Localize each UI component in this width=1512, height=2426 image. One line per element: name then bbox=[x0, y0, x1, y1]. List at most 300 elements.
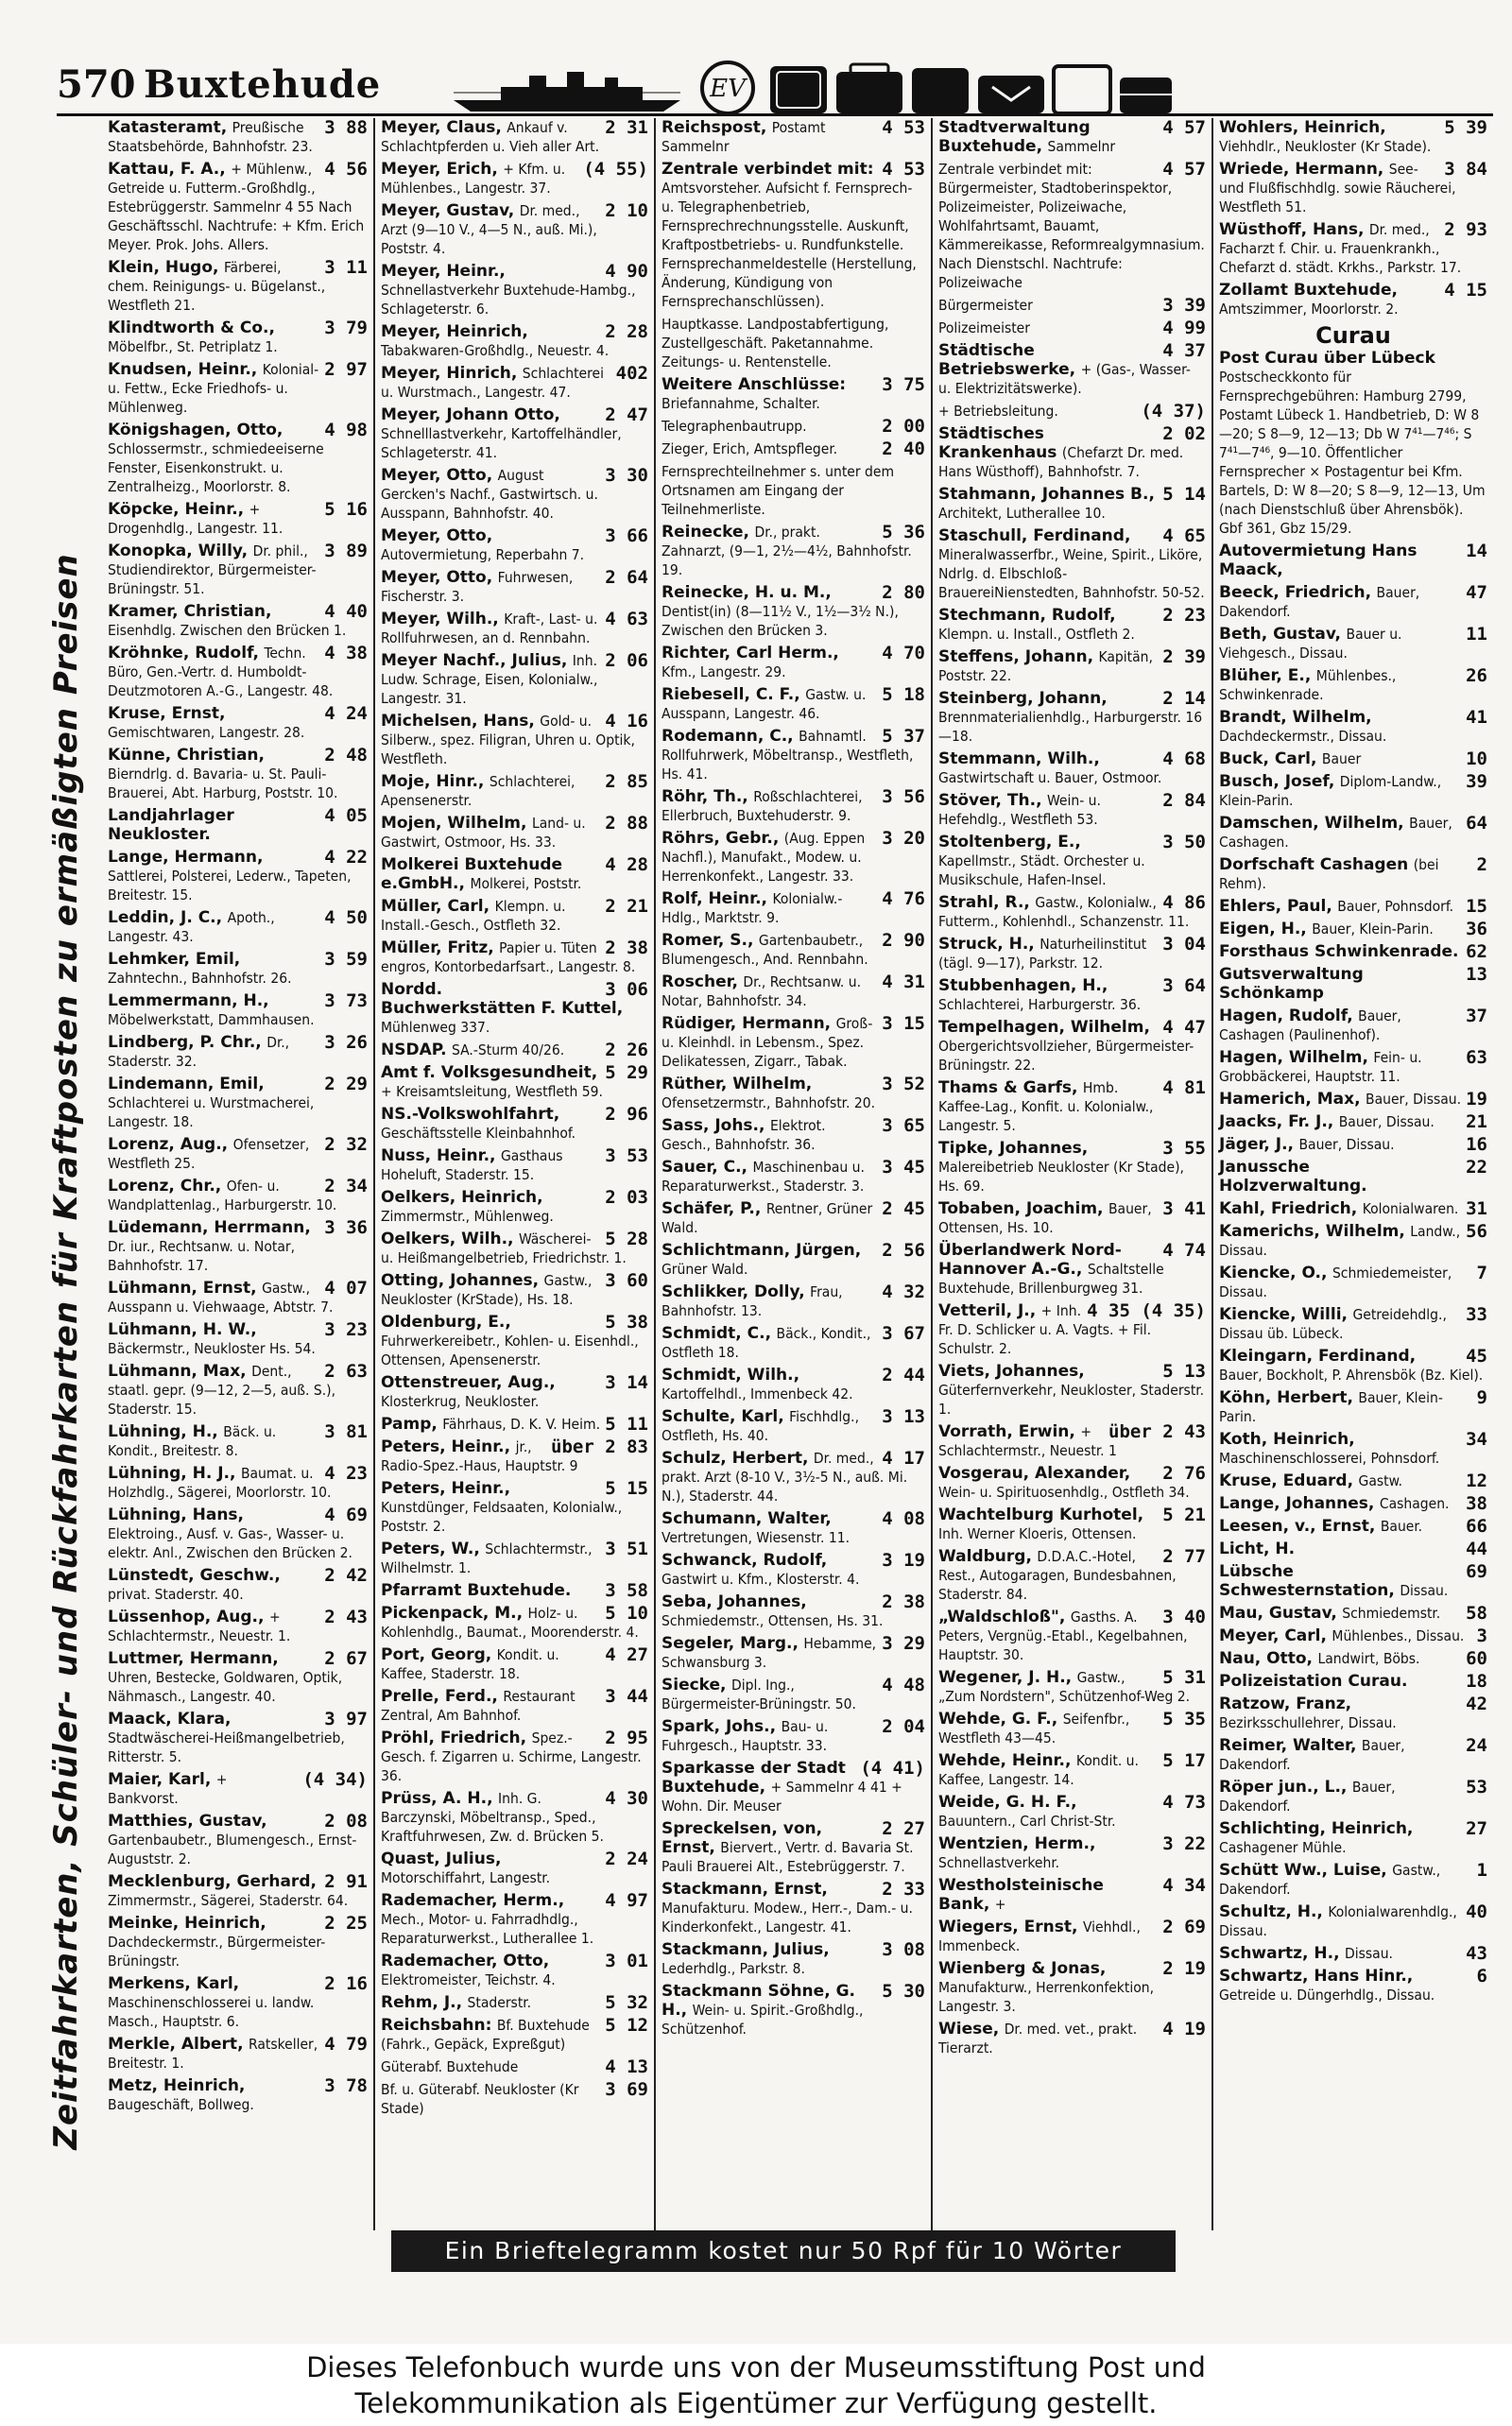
subscriber-details: Bauer, Pohnsdorf. bbox=[1337, 898, 1454, 915]
subscriber-details: Motorschiffahrt, Langestr. bbox=[381, 1869, 551, 1886]
subscriber-details: Dr., prakt. Zahnarzt, (9—1, 2½—4½, Bahnhofstr. 19. bbox=[662, 524, 912, 578]
listing-entry bbox=[662, 1366, 925, 1403]
subscriber-details: Fuhrwesen, Fischerstr. 3. bbox=[381, 569, 574, 605]
subscriber-name: Schulte, Karl, bbox=[662, 1407, 784, 1426]
subscriber-details: Fischhdlg., Ostfleth, Hs. 40. bbox=[662, 1408, 859, 1444]
listing-entry bbox=[1219, 220, 1487, 277]
subscriber-name: Lüdemann, Herrmann, bbox=[108, 1218, 311, 1237]
phone-number: 3 11 bbox=[324, 257, 368, 278]
subscriber-details: (Chefarzt Dr. med. Hans Wüsthoff), Bahnhofstr. 7. bbox=[938, 444, 1184, 480]
phone-number: 5 16 bbox=[324, 499, 368, 520]
subscriber-name: Rüdiger, Hermann, bbox=[662, 1014, 832, 1033]
phone-number: 2 40 bbox=[882, 439, 925, 459]
listing-entry bbox=[662, 375, 925, 413]
phone-number: 2 16 bbox=[324, 1973, 368, 1994]
subscriber-details: Elektroing., Ausf. v. Gas-, Wasser- u. elektr. Anl., Zwischen den Brücken 2. bbox=[108, 1525, 352, 1561]
listing-entry bbox=[381, 526, 648, 564]
subscriber-name: Stahmann, Johannes B., bbox=[938, 485, 1155, 504]
phone-number: 41 bbox=[1466, 707, 1487, 728]
phone-number: 3 26 bbox=[324, 1032, 368, 1053]
listing-entry bbox=[662, 1982, 925, 2039]
subscriber-name: Stechmann, Rudolf, bbox=[938, 606, 1116, 625]
subscriber-details: Dachdeckermstr., Dissau. bbox=[1219, 728, 1387, 745]
listing-entry bbox=[108, 1218, 368, 1275]
subscriber-name: Lange, Hermann, bbox=[108, 848, 264, 867]
subscriber-details: SA.-Sturm 40/26. bbox=[452, 1041, 565, 1058]
listing-entry bbox=[108, 1812, 368, 1868]
subscriber-name: Strahl, R., bbox=[938, 893, 1030, 912]
listing-entry bbox=[381, 262, 648, 318]
listing-entry bbox=[1219, 1135, 1487, 1154]
listing-entry bbox=[108, 500, 368, 538]
phone-number: 2 03 bbox=[605, 1187, 648, 1208]
subscriber-details: Viehhdlr., Neukloster (Kr Stade). bbox=[1219, 138, 1432, 155]
listing-entry bbox=[108, 704, 368, 742]
listing-entry bbox=[1219, 1902, 1487, 1940]
phone-number: 4 13 bbox=[605, 2056, 648, 2077]
subscriber-details: Mühlenweg 337. bbox=[381, 1019, 490, 1036]
phone-number: 18 bbox=[1466, 1671, 1487, 1692]
subscriber-details: Gastw. u. Ausspann, Langestr. 46. bbox=[662, 686, 867, 722]
phone-number: 2 29 bbox=[324, 1074, 368, 1094]
phone-number: 2 44 bbox=[882, 1365, 925, 1385]
listing-entry bbox=[938, 1918, 1206, 1955]
listing-entry bbox=[938, 526, 1206, 602]
subscriber-name: Koth, Heinrich, bbox=[1219, 1430, 1355, 1449]
phone-number: über 2 83 bbox=[551, 1437, 648, 1457]
subscriber-name: Steinberg, Johann, bbox=[938, 689, 1108, 708]
phone-number: 3 59 bbox=[324, 949, 368, 970]
subscriber-details: Molkerei, Poststr. bbox=[470, 875, 582, 892]
phone-number: 4 53 bbox=[882, 159, 925, 180]
page-number: 570 bbox=[57, 62, 136, 107]
listing-entry bbox=[1219, 1695, 1487, 1732]
listing-entry bbox=[662, 727, 925, 783]
listing-entry bbox=[938, 1078, 1206, 1135]
subscriber-details: Gartenbaubetr., Blumengesch., And. Rennbahn. bbox=[662, 932, 868, 968]
subscriber-details: Groß- u. Kleinhdl. in Lebensm., Spez. Delikatessen, Zigarr., Tabak. bbox=[662, 1015, 873, 1070]
listing-entry bbox=[938, 1710, 1206, 1747]
listing-entry bbox=[1219, 666, 1487, 704]
subscriber-details: Schlachterei u. Wurstmach., Langestr. 47. bbox=[381, 365, 604, 401]
listing-entry bbox=[662, 644, 925, 681]
subscriber-name: Richter, Carl Herm., bbox=[662, 644, 839, 662]
phone-number: 5 28 bbox=[605, 1229, 648, 1249]
phone-number: 3 20 bbox=[882, 828, 925, 849]
subscriber-details: Lederhdlg., Parkstr. 8. bbox=[662, 1960, 805, 1977]
phone-number: 2 32 bbox=[324, 1134, 368, 1155]
subscriber-name: Stubbenhagen, H., bbox=[938, 976, 1108, 995]
phone-number: 3 60 bbox=[605, 1270, 648, 1291]
listing-column-3 bbox=[654, 118, 931, 2230]
subscriber-name: Schlichtmann, Jürgen, bbox=[662, 1241, 862, 1260]
subscriber-name: Klein, Hugo, bbox=[108, 258, 219, 277]
phone-number: 4 32 bbox=[882, 1282, 925, 1302]
phone-number: 4 48 bbox=[882, 1675, 925, 1695]
subscriber-name: Blüher, E., bbox=[1219, 666, 1312, 685]
listing-entry bbox=[938, 647, 1206, 685]
phone-number: 3 45 bbox=[882, 1157, 925, 1178]
subscriber-details: Sattlerei, Polsterei, Lederw., Tapeten, Breitestr. 15. bbox=[108, 868, 352, 903]
subscriber-details: Bau- u. Fuhrgesch., Hauptstr. 33. bbox=[662, 1718, 829, 1754]
phone-number: 16 bbox=[1466, 1134, 1487, 1155]
subscriber-details: Tabakwaren-Großhdlg., Neuestr. 4. bbox=[381, 342, 610, 359]
phone-number: 5 14 bbox=[1162, 484, 1206, 505]
listing-entry bbox=[1219, 160, 1487, 216]
subscriber-details: Bauer, Klein-Parin. bbox=[1312, 921, 1434, 938]
subscriber-details: Ofensetzermstr., Bahnhofstr. 20. bbox=[662, 1094, 875, 1111]
subscriber-name: Künne, Christian, bbox=[108, 746, 265, 765]
listing-entry bbox=[662, 462, 925, 519]
phone-number: 3 06 bbox=[605, 979, 648, 1000]
phone-number: 15 bbox=[1466, 896, 1487, 917]
subscriber-name: Nuss, Heinr., bbox=[381, 1146, 496, 1165]
listing-entry bbox=[381, 2016, 648, 2054]
subscriber-name: Meinke, Heinrich, bbox=[108, 1914, 266, 1933]
phone-number: 3 78 bbox=[324, 2075, 368, 2096]
phone-number: 5 15 bbox=[605, 1478, 648, 1499]
phone-number: 3 04 bbox=[1162, 934, 1206, 955]
phone-number: 4 68 bbox=[1162, 748, 1206, 769]
phone-number: 3 52 bbox=[882, 1074, 925, 1094]
listing-entry bbox=[108, 991, 368, 1029]
listing-entry bbox=[1219, 708, 1487, 746]
subscriber-details: Zahntechn., Bahnhofstr. 26. bbox=[108, 970, 292, 987]
phone-number: 3 bbox=[1476, 1626, 1487, 1646]
subscriber-details: Seifenfbr., Westfleth 43—45. bbox=[938, 1711, 1130, 1746]
subscriber-name: Stadtverwaltung Buxtehude, bbox=[938, 118, 1091, 156]
listing-entry bbox=[662, 1324, 925, 1362]
phone-number: 4 76 bbox=[882, 888, 925, 909]
listing-entry bbox=[1219, 1778, 1487, 1815]
subscriber-name: Oelkers, Wilh., bbox=[381, 1230, 514, 1248]
subscriber-name: Klindtworth & Co., bbox=[108, 318, 275, 337]
listing-entry bbox=[1219, 1090, 1487, 1109]
phone-number: 3 64 bbox=[1162, 975, 1206, 996]
subscriber-details: Geschäftsstelle Kleinbahnhof. bbox=[381, 1125, 576, 1142]
subscriber-name: Pfarramt Buxtehude. bbox=[381, 1581, 572, 1600]
subscriber-details: Güterfernverkehr, Neukloster, Staderstr. 1. bbox=[938, 1382, 1205, 1418]
phone-number: 4 53 bbox=[882, 118, 925, 138]
phone-number: 3 55 bbox=[1162, 1138, 1206, 1159]
listing-entry bbox=[938, 1751, 1206, 1789]
subscriber-name: Staschull, Ferdinand, bbox=[938, 526, 1131, 545]
subscriber-name: Forsthaus Schwinkenrade. bbox=[1219, 942, 1459, 961]
subscriber-details: Dr., Rechtsanw. u. Notar, Bahnhofstr. 34. bbox=[662, 973, 862, 1009]
subscriber-details: Schmiedemeister, Dissau. bbox=[1219, 1265, 1452, 1300]
phone-number: 4 86 bbox=[1162, 892, 1206, 913]
phone-number: 3 79 bbox=[324, 318, 368, 338]
subscriber-name: Busch, Josef, bbox=[1219, 772, 1335, 791]
listing-entry bbox=[108, 1075, 368, 1131]
listing-entry bbox=[108, 908, 368, 946]
subscriber-name: Thams & Garfs, bbox=[938, 1078, 1078, 1097]
phone-number: 4 90 bbox=[605, 261, 648, 282]
phone-number: 2 67 bbox=[324, 1648, 368, 1669]
subscriber-details: + Bankvorst. bbox=[108, 1771, 228, 1807]
subscriber-name: Kattau, F. A., bbox=[108, 160, 226, 179]
phone-number: 10 bbox=[1466, 748, 1487, 769]
listing-entry bbox=[1219, 1430, 1487, 1468]
subscriber-details: Ankauf v. Schlachtpferden u. Vieh aller Art. bbox=[381, 119, 600, 155]
subscriber-details: Postscheckkonto für Fernsprechgebühren: Hamburg 2799, Postamt Lübeck 1. Handbetrieb, D: W 8—20; S 8—9, 12—13; Db W 7⁴¹—7⁴⁶; S 7⁴¹—7⁴⁶, 9—10. Öffentlicher Fernsprecher × Postagentur bei Kfm. Bartels, D: W 8—20; S 8—9, 12—13, Um (nach Dienstschluß über Ahrensbök). Gbf 361, Gbz 15/29. bbox=[1219, 369, 1486, 537]
subscriber-details: Sammelnr bbox=[1047, 138, 1116, 155]
subscriber-details: Maschinenschlosserei u. landw. Masch., Hauptstr. 6. bbox=[108, 1994, 315, 2030]
phone-number: 4 69 bbox=[324, 1505, 368, 1525]
subscriber-name: Stoltenberg, E., bbox=[938, 833, 1081, 852]
listing-entry bbox=[938, 1422, 1206, 1460]
subscriber-name: Schwartz, H., bbox=[1219, 1944, 1340, 1963]
listing-entry bbox=[938, 402, 1206, 421]
phone-number: 12 bbox=[1466, 1471, 1487, 1491]
listing-entry bbox=[381, 855, 648, 893]
phone-number: 402 bbox=[615, 363, 648, 384]
subscriber-name: Vetteril, J., bbox=[938, 1301, 1037, 1320]
subscriber-name: Zollamt Buxtehude, bbox=[1219, 281, 1398, 300]
listing-entry bbox=[108, 1608, 368, 1645]
subscriber-name: Dorfschaft Cashagen bbox=[1219, 855, 1409, 874]
phone-number: 4 16 bbox=[605, 711, 648, 731]
listing-entry bbox=[938, 1834, 1206, 1872]
listing-entry bbox=[662, 1676, 925, 1713]
subscriber-details: Baugeschäft, Bollweg. bbox=[108, 2096, 254, 2113]
phone-number: 5 37 bbox=[882, 726, 925, 747]
listing-entry bbox=[108, 1279, 368, 1316]
phone-number: 2 43 bbox=[324, 1607, 368, 1627]
phone-number: 3 75 bbox=[882, 374, 925, 395]
subscriber-name: Wiegers, Ernst, bbox=[938, 1918, 1078, 1936]
phone-number: (4 34) bbox=[302, 1769, 368, 1790]
subscriber-details: Maschinenbau u. Reparaturwerkst., Staderstr. 3. bbox=[662, 1159, 865, 1195]
subscriber-name: Janussche Holzverwaltung. bbox=[1219, 1158, 1367, 1196]
phone-number: 4 40 bbox=[324, 601, 368, 622]
subscriber-details: Grüner Wald. bbox=[662, 1261, 748, 1278]
listing-entry bbox=[1219, 1649, 1487, 1668]
subscriber-details: Dissau. bbox=[1345, 1945, 1393, 1962]
subscriber-details: Kfm., Langestr. 29. bbox=[662, 663, 786, 680]
subscriber-details: Bäck. u. Kondit., Breitestr. 8. bbox=[108, 1423, 277, 1459]
subscriber-name: Jäger, J., bbox=[1219, 1135, 1294, 1154]
listing-entry bbox=[662, 583, 925, 640]
subscriber-details: Kondit. u. Kaffee, Langestr. 14. bbox=[938, 1752, 1139, 1788]
subscriber-details: Dr. med., Arzt (9—10 V., 4—5 N., auß. Mi.), Poststr. 4. bbox=[381, 202, 597, 257]
subscriber-name: Lange, Johannes, bbox=[1219, 1494, 1375, 1513]
phone-number: 3 13 bbox=[882, 1406, 925, 1427]
phone-number: 2 69 bbox=[1162, 1917, 1206, 1937]
listing-entry bbox=[662, 160, 925, 311]
subscriber-details: Mineralwasserfbr., Weine, Spirit., Liköre, Ndrlg. d. Elbschloß-BrauereiNienstedten, Bahnhofstr. 50-52. bbox=[938, 546, 1205, 601]
subscriber-details: Zieger, Erich, Amtspfleger. bbox=[662, 440, 838, 457]
subscriber-details: Schmiedemstr. bbox=[1342, 1605, 1441, 1622]
subscriber-details: Schnellastverkehr Buxtehude-Hambg., Schlageterstr. 6. bbox=[381, 282, 636, 318]
listing-entry bbox=[381, 1230, 648, 1267]
listing-entry bbox=[381, 1687, 648, 1725]
phone-number: 2 31 bbox=[605, 118, 648, 138]
subscriber-details: (bei Rehm). bbox=[1219, 856, 1439, 892]
subscriber-details: Eisenhdlg. Zwischen den Brücken 1. bbox=[108, 622, 347, 639]
subscriber-name: Stackmann, Ernst, bbox=[662, 1880, 828, 1899]
subscriber-details: Frau, Bahnhofstr. 13. bbox=[662, 1283, 843, 1319]
subscriber-details: Gartenbaubetr., Blumengesch., Ernst-Auguststr. 2. bbox=[108, 1832, 357, 1867]
subscriber-name: Lindberg, P. Chr., bbox=[108, 1033, 262, 1052]
subscriber-details: Wäscherei- u. Heißmangelbetrieb, Friedrichstr. 1. bbox=[381, 1230, 627, 1266]
phone-number: 2 56 bbox=[882, 1240, 925, 1261]
phone-number: 4 07 bbox=[324, 1278, 368, 1299]
subscriber-details: Obergerichtsvollzieher, Bürgermeister-Brüningstr. 22. bbox=[938, 1038, 1194, 1074]
subscriber-details: Schlachterei, Harburgerstr. 36. bbox=[938, 996, 1142, 1013]
phone-number: 2 91 bbox=[324, 1871, 368, 1892]
subscriber-name: Sass, Johs., bbox=[662, 1116, 765, 1135]
phone-number: (4 55) bbox=[583, 159, 648, 180]
phone-number: 3 67 bbox=[882, 1323, 925, 1344]
subscriber-name: Steffens, Johann, bbox=[938, 647, 1094, 666]
subscriber-details: Bauer, Klein-Parin. bbox=[1219, 1389, 1443, 1425]
phone-number: 60 bbox=[1466, 1648, 1487, 1669]
svg-text:EV: EV bbox=[710, 75, 746, 103]
listing-entry bbox=[662, 1592, 925, 1630]
listing-entry bbox=[662, 1759, 925, 1815]
listing-entry bbox=[938, 689, 1206, 746]
subscriber-name: Schwanck, Rudolf, bbox=[662, 1551, 828, 1570]
subscriber-details: Cashagener Mühle. bbox=[1219, 1839, 1347, 1856]
subscriber-name: Reimer, Walter, bbox=[1219, 1736, 1357, 1755]
subscriber-details: Malereibetrieb Neukloster (Kr Stade), Hs. 69. bbox=[938, 1159, 1184, 1195]
phone-number: 44 bbox=[1466, 1539, 1487, 1559]
subscriber-details: Naturheilinstitut (tägl. 9—17), Parkstr. 12. bbox=[938, 936, 1147, 972]
subscriber-name: Lindemann, Emil, bbox=[108, 1075, 265, 1093]
phone-number: 4 22 bbox=[324, 847, 368, 868]
phone-number: 4 35 (4 35) bbox=[1087, 1300, 1206, 1321]
subscriber-details: Hebamme, Schwansburg 3. bbox=[662, 1635, 877, 1671]
phone-number: 27 bbox=[1466, 1818, 1487, 1839]
phone-number: 2 47 bbox=[605, 404, 648, 425]
listing-entry bbox=[1219, 1604, 1487, 1623]
listing-entry bbox=[108, 1974, 368, 2031]
subscriber-name: Meyer, Otto, bbox=[381, 526, 493, 545]
subscriber-name: Kamerichs, Wilhelm, bbox=[1219, 1222, 1405, 1241]
subscriber-name: Spark, Johs., bbox=[662, 1717, 777, 1736]
phone-number: 5 30 bbox=[882, 1981, 925, 2002]
subscriber-details: Staderstr. bbox=[467, 1994, 532, 2011]
subscriber-details: See- und Flußfischhdlg. sowie Räucherei, Westfleth 51. bbox=[1219, 161, 1456, 215]
phone-number: 2 bbox=[1476, 854, 1487, 875]
subscriber-name: Oelkers, Heinrich, bbox=[381, 1188, 543, 1207]
subscriber-details: Rentner, Grüner Wald. bbox=[662, 1200, 873, 1236]
subscriber-name: Vosgerau, Alexander, bbox=[938, 1464, 1131, 1483]
subscriber-details: Mühlenbes., Schwinkenrade. bbox=[1219, 667, 1397, 703]
subscriber-name: Wohlers, Heinrich, bbox=[1219, 118, 1386, 137]
subscriber-name: Mojen, Wilhelm, bbox=[381, 814, 527, 833]
phone-number: 2 48 bbox=[324, 745, 368, 766]
listing-entry bbox=[1219, 1672, 1487, 1691]
phone-number: 5 35 bbox=[1162, 1709, 1206, 1729]
listing-entry bbox=[1219, 1967, 1487, 2004]
phone-number: 4 24 bbox=[324, 703, 368, 724]
subscriber-details: Bauer u. Viehgesch., Dissau. bbox=[1219, 626, 1402, 662]
subscriber-name: Seba, Johannes, bbox=[662, 1592, 807, 1611]
phone-number: 5 12 bbox=[605, 2015, 648, 2036]
subscriber-name: Kruse, Ernst, bbox=[108, 704, 226, 723]
phone-number: 4 57 bbox=[1162, 159, 1206, 180]
listing-entry bbox=[662, 439, 925, 458]
subscriber-details: + Inh. Fr. D. Schlicker u. A. Vagts. + Fil. Schulstr. 2. bbox=[938, 1302, 1152, 1357]
subscriber-details: Manufakturw., Herrenkonfektion, Langestr. 3. bbox=[938, 1979, 1155, 2015]
listing-entry bbox=[108, 360, 368, 417]
subscriber-details: Elektromeister, Teichstr. 4. bbox=[381, 1971, 556, 1988]
subscriber-name: Struck, H., bbox=[938, 935, 1035, 954]
subscriber-name: Beeck, Friedrich, bbox=[1219, 583, 1372, 602]
listing-entry bbox=[1219, 542, 1487, 579]
listing-entry bbox=[381, 1479, 648, 1536]
subscriber-name: Meyer, Erich, bbox=[381, 160, 498, 179]
subscriber-name: Meyer, Gustav, bbox=[381, 201, 515, 220]
subscriber-name: Sauer, C., bbox=[662, 1158, 748, 1177]
subscriber-details: Bauer. bbox=[1380, 1518, 1423, 1535]
subscriber-name: Röhrs, Gebr., bbox=[662, 829, 780, 848]
listing-entry bbox=[662, 685, 925, 723]
phone-number: 3 89 bbox=[324, 541, 368, 561]
phone-number: 31 bbox=[1466, 1198, 1487, 1219]
subscriber-details: Papier u. Tüten engros, Kontorbedarfsart., Langestr. 8. bbox=[381, 939, 636, 975]
listing-entry bbox=[1219, 1048, 1487, 1086]
phone-number: 3 53 bbox=[605, 1145, 648, 1166]
listing-entry bbox=[108, 746, 368, 802]
subscriber-details: Preußische Staatsbehörde, Bahnhofstr. 23. bbox=[108, 119, 313, 155]
subscriber-name: Rademacher, Otto, bbox=[381, 1952, 550, 1970]
subscriber-name: Prüss, A. H., bbox=[381, 1789, 493, 1808]
phone-number: 3 97 bbox=[324, 1709, 368, 1729]
subscriber-details: + Sammelnr 4 41 + Wohn. Dir. Meuser bbox=[662, 1779, 902, 1815]
phone-number: 3 65 bbox=[882, 1115, 925, 1136]
phone-number: 5 39 bbox=[1444, 118, 1487, 138]
subscriber-name: Peters, Heinr., bbox=[381, 1479, 511, 1498]
listing-column-4 bbox=[931, 118, 1211, 2230]
phone-number: 3 51 bbox=[605, 1539, 648, 1559]
phone-number: 47 bbox=[1466, 582, 1487, 603]
phone-number: 2 34 bbox=[324, 1176, 368, 1196]
subscriber-details: Postamt Sammelnr bbox=[662, 119, 826, 155]
listing-entry bbox=[938, 1199, 1206, 1237]
phone-number: 21 bbox=[1466, 1111, 1487, 1132]
listing-entry bbox=[938, 160, 1206, 292]
phone-number: 34 bbox=[1466, 1429, 1487, 1450]
listing-entry bbox=[108, 318, 368, 356]
subscriber-details: Inh. Werner Kloeris, Ottensen. bbox=[938, 1525, 1137, 1542]
listing-entry bbox=[662, 1116, 925, 1154]
subscriber-name: Meyer, Otto, bbox=[381, 568, 493, 587]
listing-entry bbox=[662, 889, 925, 927]
subscriber-name: Molkerei Buxtehude e.GmbH., bbox=[381, 855, 563, 893]
subscriber-details: Gastw., Ausspann u. Viehwaage, Abtstr. 7. bbox=[108, 1280, 334, 1316]
subscriber-name: Riebesell, C. F., bbox=[662, 685, 800, 704]
subscriber-details: Landw., Dissau. bbox=[1219, 1223, 1461, 1259]
subscriber-details: Bauer, Bockholt, P. Ahrensbök (Bz. Kiel). bbox=[1219, 1367, 1484, 1384]
listing-entry bbox=[1219, 965, 1487, 1003]
listing-entry bbox=[108, 1177, 368, 1214]
subscriber-name: Meyer, Claus, bbox=[381, 118, 502, 137]
phone-number: 2 95 bbox=[605, 1728, 648, 1748]
listing-entry bbox=[381, 466, 648, 523]
phone-number: 2 90 bbox=[882, 930, 925, 951]
phone-number: 3 40 bbox=[1162, 1607, 1206, 1627]
subscriber-name: Merkle, Albert, bbox=[108, 2035, 244, 2054]
phone-number: 4 65 bbox=[1162, 525, 1206, 546]
subscriber-name: Zentrale verbindet mit: bbox=[662, 160, 874, 179]
listing-entry bbox=[662, 1199, 925, 1237]
subscriber-name: Segeler, Marg., bbox=[662, 1634, 799, 1653]
phone-number: 62 bbox=[1466, 941, 1487, 962]
listing-entry bbox=[662, 1014, 925, 1071]
